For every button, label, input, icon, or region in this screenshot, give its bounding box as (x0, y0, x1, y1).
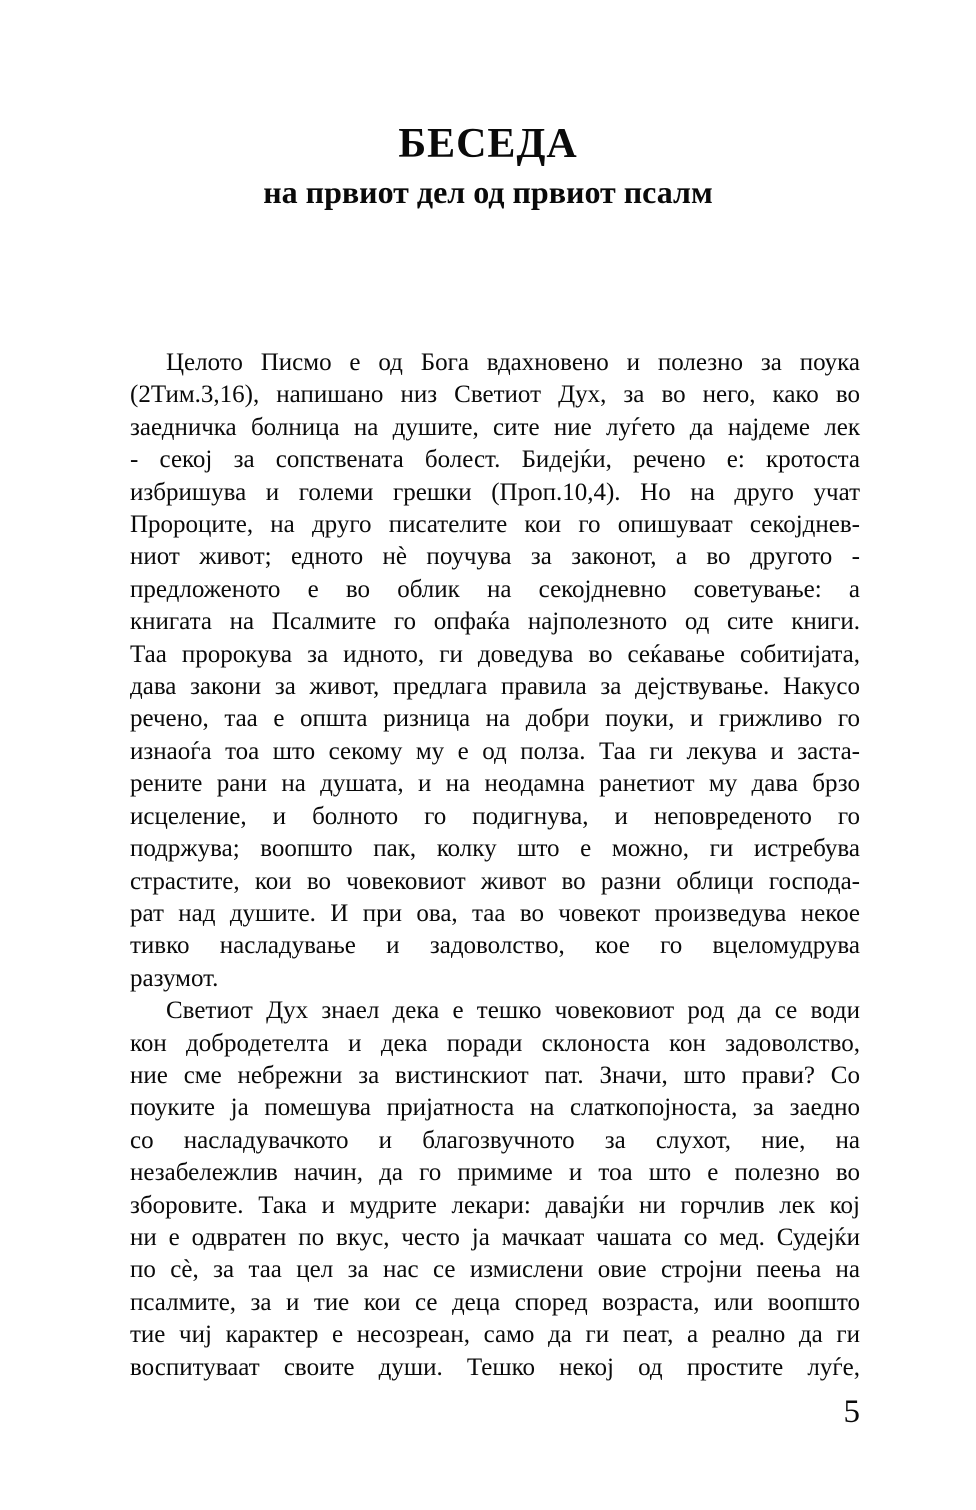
text-line: ниот живот; едното нè поучува за законот, а во другото - (130, 543, 860, 571)
paragraph (130, 347, 860, 995)
text-line: (2Тим.3,16), напишано низ Светиот Дух, за во него, како во (130, 381, 860, 409)
text-line: речено, таа е општа ризница на добри поуки, и грижливо го (130, 705, 860, 733)
text-line: Таа пророкува за идното, ги доведува во сеќавање собитијата, (130, 640, 860, 668)
text-line: ние сме небрежни за вистинскиот пат. Значи, што прави? Со (130, 1061, 860, 1089)
text-line: дава закони за живот, предлага правила за дејствување. Накусо (130, 673, 860, 701)
text-line: поуките ја помешува пријатноста на слаткопојноста, за заедно (130, 1094, 860, 1122)
text-line: исцеление, и болното го подигнува, и неповреденото го (130, 802, 860, 830)
text-line: Светиот Дух знаел дека е тешко човековиот род да се води (166, 997, 860, 1025)
text-line: разумот. (130, 964, 219, 992)
text-line: страстите, кои во човековиот живот во разни облици господа- (130, 867, 860, 895)
text-line: кон добродетелта и дека поради склоноста кон задоволство, (130, 1029, 860, 1057)
text-line: тие чиј карактер е несозреан, само да ги пеат, а реално да ги (130, 1321, 860, 1349)
text-line: подржува; воопшто пак, колку што е можно, ги истребува (130, 835, 860, 863)
text-line: избришува и големи грешки (Проп.10,4). Но на друго учат (130, 478, 860, 506)
text-line: предложеното е во облик на секојдневно советување: а (130, 575, 860, 603)
page-title: БЕСЕДА (398, 121, 578, 167)
text-line: ни е одвратен по вкус, често ја мачкаат чашата со мед. Судејќи (130, 1223, 860, 1251)
text-line: рените рани на душата, и на неодамна ранетиот му дава брзо (130, 770, 860, 798)
text-line: тивко насладување и задоволство, кое го вцеломудрува (130, 932, 860, 960)
text-line: Пророците, на друго писателите кои го опишуваат секојднев- (130, 511, 860, 539)
text-line: Целото Писмо е од Бога вдахновено и полезно за поука (166, 349, 860, 376)
page-number: 5 (843, 1394, 860, 1430)
text-line: со насладувачкото и благозвучното за слухот, ние, на (130, 1126, 860, 1154)
body-text (130, 347, 860, 1384)
text-line: - секој за сопствената болест. Бидејќи, речено е: кротоста (130, 446, 860, 474)
text-line: изнаоѓа тоа што секому му е од полза. Таа ги лекува и заста- (130, 737, 860, 765)
page-subtitle: на првиот дел од првиот псалм (263, 174, 713, 210)
text-line: заедничка болница на душите, сите ние луѓето да најдеме лек (130, 413, 860, 441)
text-line: рат над душите. И при ова, таа во човекот произведува некое (130, 899, 860, 927)
text-line: зборовите. Така и мудрите лекари: давајќи ни горчлив лек кој (130, 1191, 860, 1219)
text-line: по сè, за таа цел за нас се измислени овие стројни пеења на (130, 1256, 860, 1284)
text-line: книгата на Псалмите го опфаќа најполезното од сите книги. (130, 608, 860, 636)
text-line: незабележлив начин, да го примиме и тоа што е полезно во (130, 1159, 860, 1187)
text-line: воспитуваат своите души. Тешко некој од простите луѓе, (130, 1353, 860, 1381)
paragraph (130, 995, 860, 1384)
text-line: псалмите, за и тие кои се деца според возраста, или воопшто (130, 1288, 860, 1316)
